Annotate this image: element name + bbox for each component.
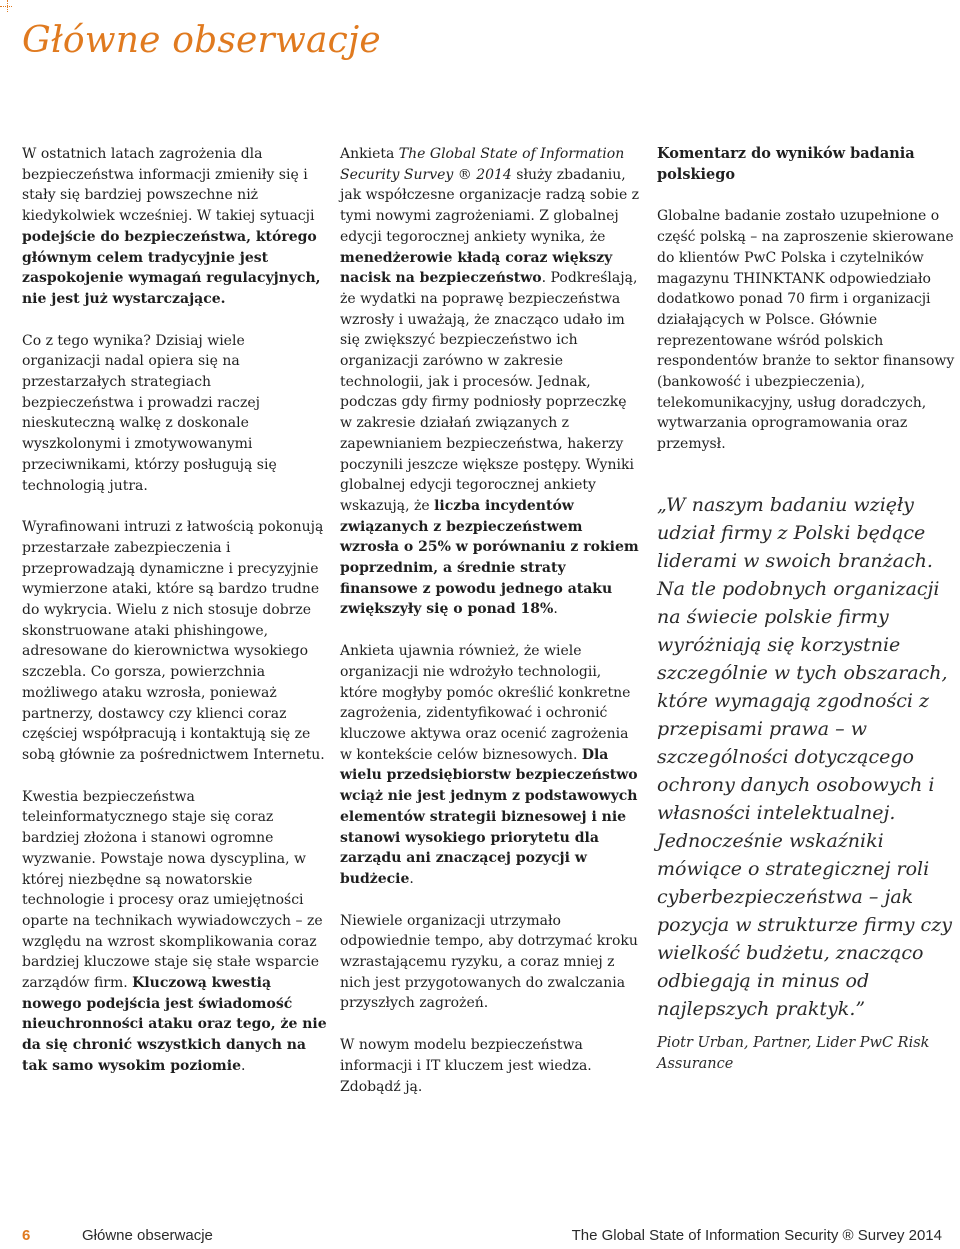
quote-attribution: Piotr Urban, Partner, Lider PwC Risk Assurance: [657, 1034, 930, 1072]
paragraph-intro: [22, 144, 327, 310]
column-left: [22, 144, 327, 1098]
paragraph-knowledge: W nowym modelu bezpieczeństwa informacji i IT kluczem jest wiedza. Zdobądź ją.: [340, 1037, 592, 1095]
text-span: służy zbadaniu, jak współczesne organizacje radzą sobie z tymi nowymi zagrożeniami. Z globalnej edycji tegorocznej ankiety wynika, że: [340, 166, 640, 245]
bold-text: liczba incydentów związanych z bezpieczeństwem wzrosła o 25% w porównaniu z rokiem poprzednim, a średnie straty finansowe z powodu jednego ataku zwiększyły się o ponad 18%: [340, 497, 639, 618]
page-footer: [22, 1227, 942, 1247]
text-span: Ankieta ujawnia również, że wiele organizacji nie wdrożyło technologii, które mogłyby pomóc określić konkretne zagrożenia, zidentyfikować i ochronić kluczowe aktywa oraz ocenić zagrożenia w kontekście celów biznesowych.: [340, 643, 631, 763]
text-span: W ostatnich latach zagrożenia dla bezpieczeństwa informacji zmieniły się i stały się bardziej powszechne niż kiedykolwiek wcześniej. W takiej sytuacji: [22, 146, 315, 225]
paragraph-intruders: Wyrafinowani intruzi z łatwością pokonują przestarzałe zabezpieczenia i przeprowadzają dynamiczne i precyzyjnie wymierzone ataki, które są bardzo trudne do wykrycia. Wielu z nich stosuje dobrze skonstruowane ataki phishingowe, adresowane do kierownictwa wysokiego szczebla. Co gorsza, powierzchnia możliwego ataku wzrosła, ponieważ partnerzy, dostawcy czy klienci coraz częściej współpracują i kontaktują się ze sobą głównie za pośrednictwem Internetu.: [22, 519, 325, 763]
bold-text: Dla wielu przedsiębiorstw bezpieczeństwo wciąż nie jest jednym z podstawowych elementów strategii biznesowej i nie stanowi wysokiego priorytetu dla zarządu ani znaczącej pozycji w budżecie: [340, 746, 638, 887]
paragraph-polish-survey: Globalne badanie zostało uzupełnione o część polską – na zaproszenie skierowane do klientów PwC Polska i czytelników magazynu THINKTANK odpowiedziało dodatkowo ponad 70 firm i organizacji działających w Polsce. Głównie reprezentowane wśród polskich respondentów branże to sektor finansowy (bankowość i ubezpieczenia), telekomunikacyjny, usług doradczych, wytwarzania oprogramowania oraz przemysł.: [657, 208, 955, 453]
registered-mark: ®: [453, 166, 477, 183]
pull-quote: „W naszym badaniu wzięły udział firmy z Polski będące liderami w swoich branżach. Na tle podobnych organizacji na świecie polskie firmy wyróżniają się korzystnie szczególnie w tych obszarach, które wymagają zgodności z przepisami prawa – w szczególności dotyczącego ochrony danych osobowych i własności intelektualnej. Jednocześnie wskaźniki mówiące o strategicznej roli cyberbezpieczeństwa – jak pozycja w strukturze firmy czy wielkość budżetu, znacząco odbiegają in minus od najlepszych praktyk.”: [657, 493, 952, 1020]
footer-publication-title: The Global State of Information Security ® Survey 2014: [571, 1227, 942, 1244]
paragraph-gaps: [340, 641, 640, 889]
page-title: Główne obserwacje: [22, 20, 381, 61]
text-span: . Podkreślają, że wydatki na poprawę bezpieczeństwa wzrosły i uważają, że znacząco udało im się zwiększyć bezpieczeństwo ich organizacji zarówno w zakresie technologii, jak i procesów. Jednak, podczas gdy firmy podniosły poprzeczkę w zakresie działań związanych z zapewnianiem bezpieczeństwa, hakerzy poczynili jeszcze większe postępy. Wyniki globalnej edycji tegorocznej ankiety wskazują, że: [340, 270, 638, 514]
bold-text: menedżerowie kładą coraz większy nacisk na bezpieczeństwo: [340, 249, 613, 287]
paragraph-survey: [340, 144, 640, 620]
paragraph-pace: Niewiele organizacji utrzymało odpowiednie tempo, aby dotrzymać kroku wzrastającemu ryzyku, a coraz mniej z nich jest przygotowanych do zwalczania przyszłych zagrożeń.: [340, 912, 638, 1012]
survey-year: 2014: [476, 166, 512, 183]
commentary-heading: Komentarz do wyników badania polskiego: [657, 145, 915, 183]
bold-text: podejście do bezpieczeństwa, którego głównym celem tradycyjnie jest zaspokojenie wymagań regulacyjnych, nie jest już wystarczające.: [22, 228, 321, 307]
column-right: [657, 144, 957, 1075]
text-span: Kwestia bezpieczeństwa teleinformatycznego staje się coraz bardziej złożona i stanowi ogromne wyzwanie. Powstaje nowa dyscyplina, w której niezbędne są nowatorskie technologie i procesy oraz umiejętności oparte na technikach wywiadowczych – ze względu na wzrost skomplikowania coraz bardziej kluczowe staje się stałe wsparcie zarządów firm.: [22, 788, 323, 992]
paragraph-consequences: Co z tego wynika? Dzisiaj wiele organizacji nadal opiera się na przestarzałych strategiach bezpieczeństwa i prowadzi raczej nieskuteczną walkę z doskonale wyszkolonymi i zmotywowanymi przeciwnikami, którzy posługują się technologią jutra.: [22, 332, 277, 494]
page-number: 6: [22, 1227, 31, 1244]
text-span: .: [553, 601, 558, 618]
survey-name: The Global State of Information Security Survey: [340, 146, 625, 183]
paragraph-new-discipline: [22, 787, 327, 1077]
bold-text: Kluczową kwestią nowego podejścia jest świadomość nieuchronności ataku oraz tego, że nie da się chronić wszystkich danych na tak samo wysokim poziomie: [22, 975, 327, 1074]
footer-section-title: Główne obserwacje: [82, 1227, 213, 1244]
crop-mark-horizontal: [0, 6, 12, 8]
text-span: .: [409, 870, 414, 887]
column-middle: [340, 144, 640, 1118]
text-span: Ankieta: [340, 146, 399, 162]
text-span: .: [240, 1057, 246, 1074]
